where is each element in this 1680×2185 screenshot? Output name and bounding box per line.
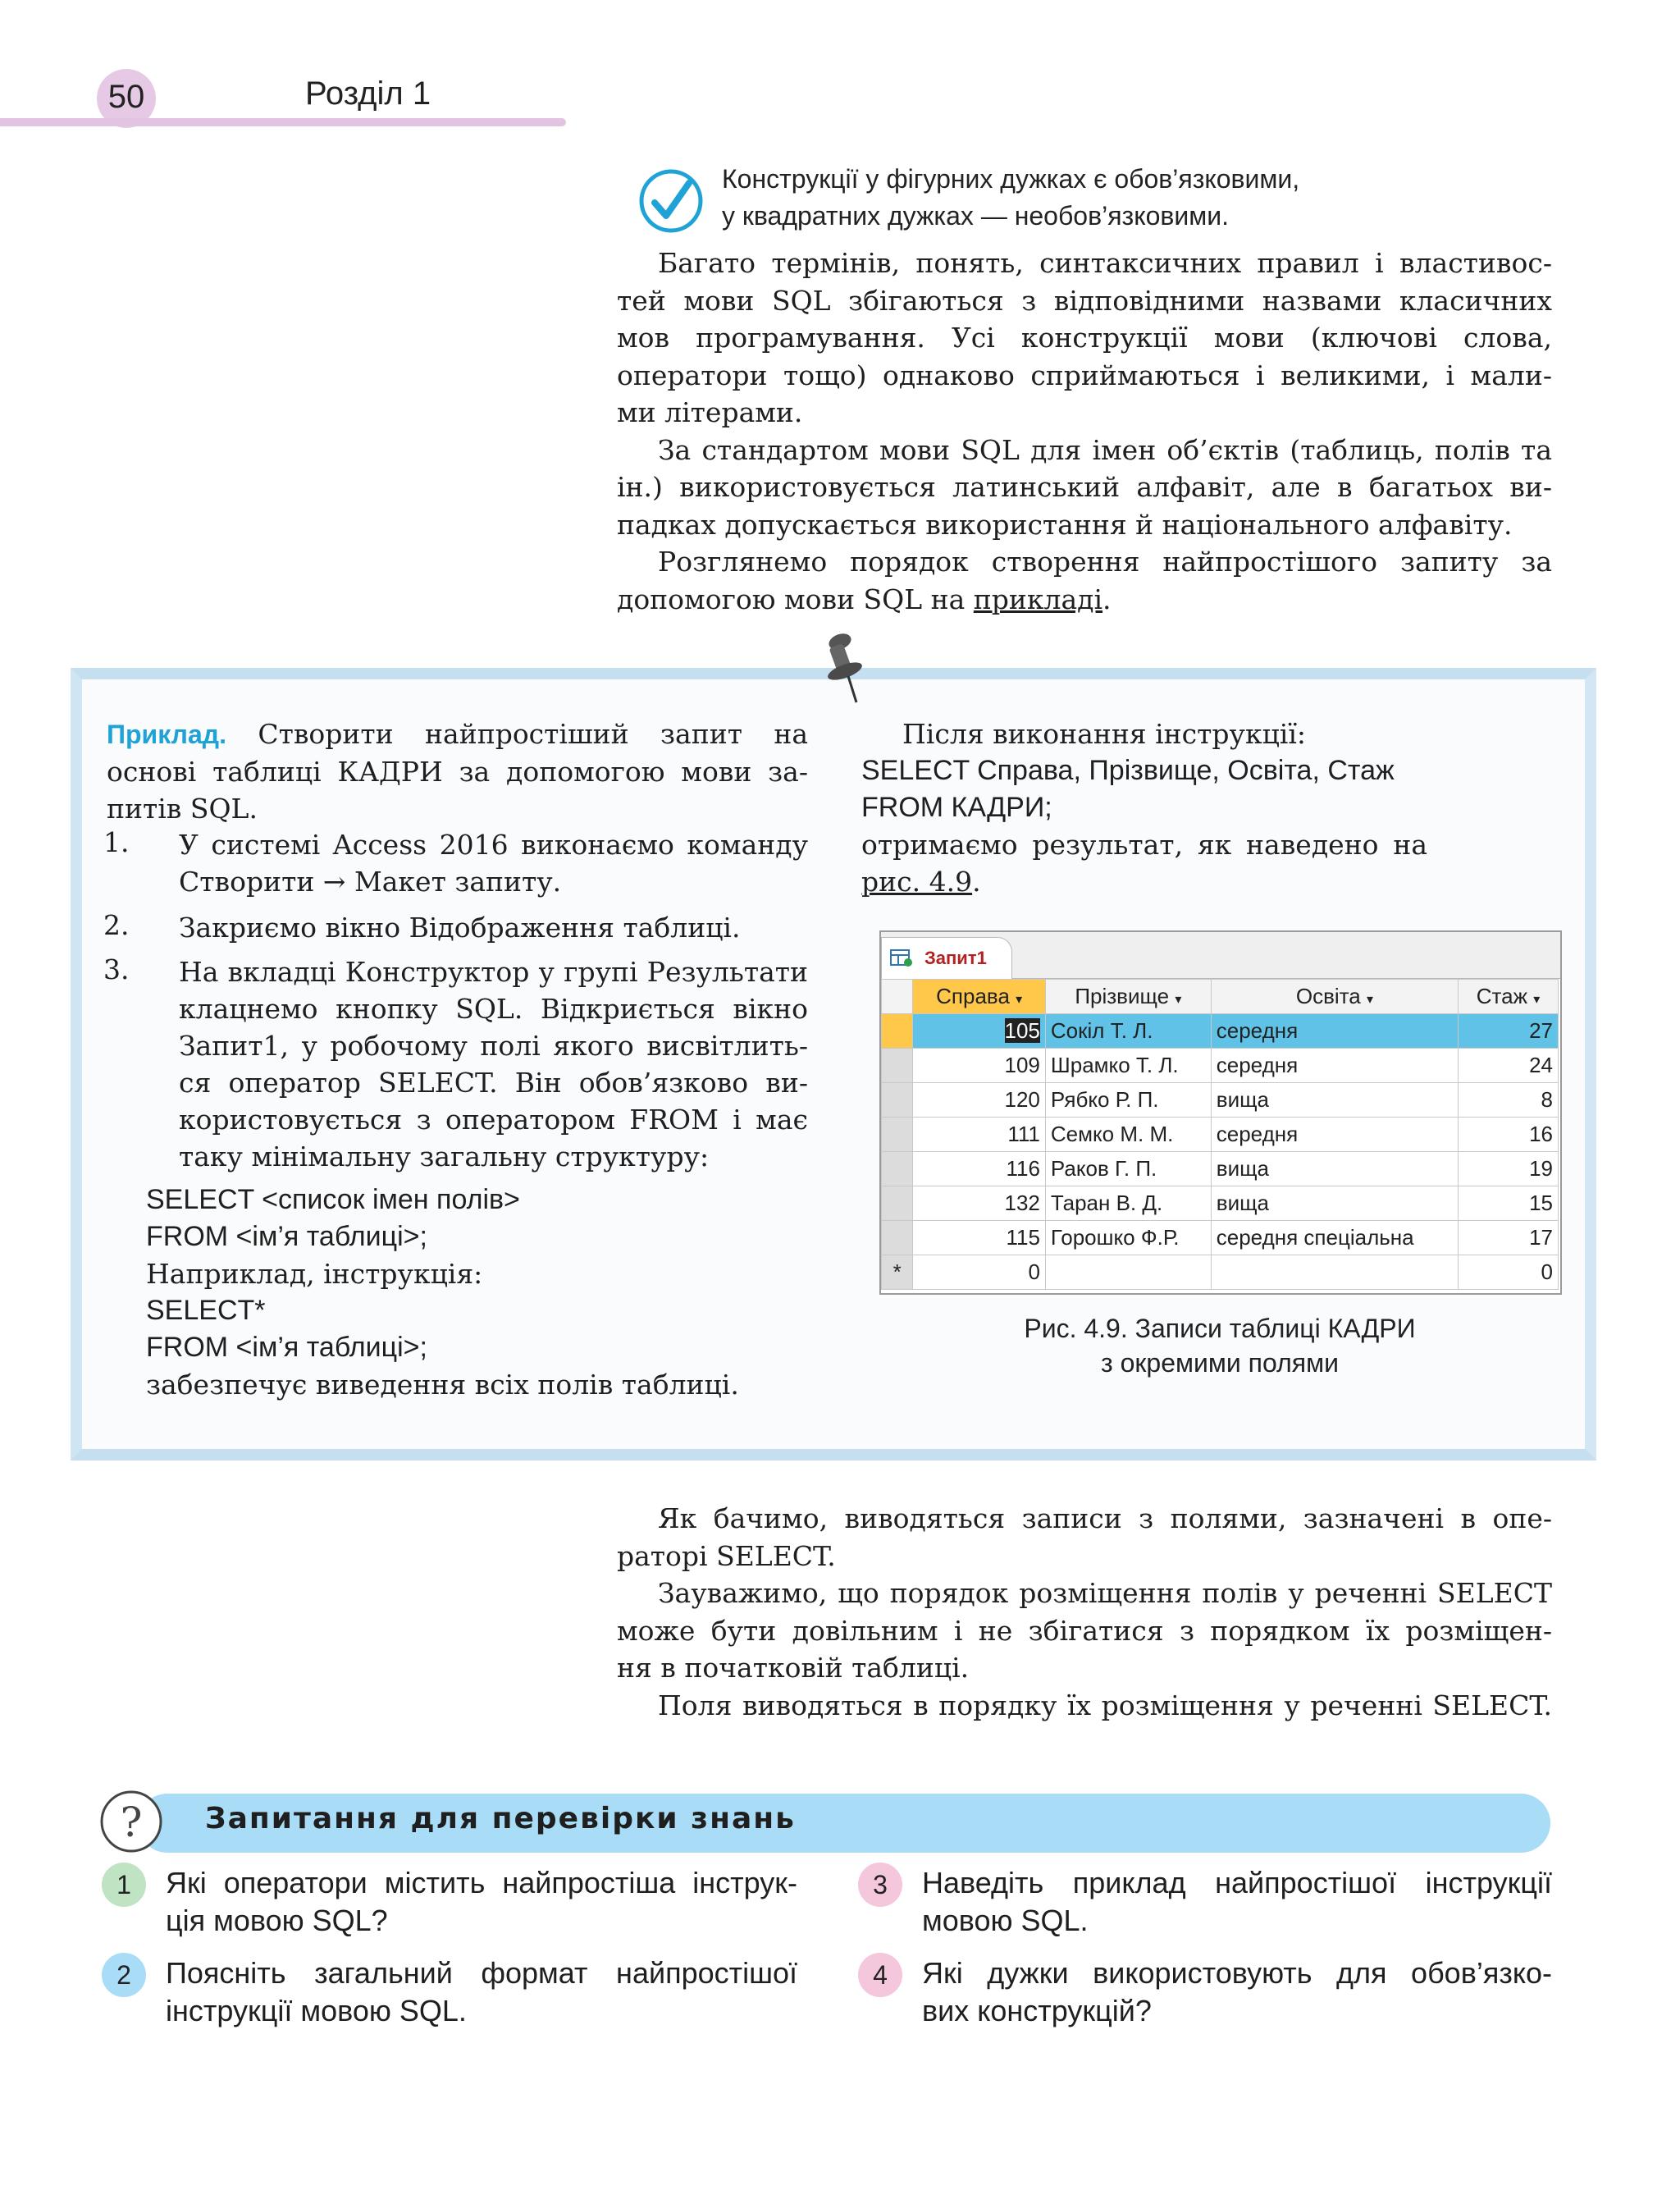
query-tab[interactable] bbox=[881, 937, 1012, 979]
example-left-column bbox=[107, 715, 808, 827]
cell-stazh[interactable]: 17 bbox=[1459, 1221, 1559, 1255]
cell-sprava[interactable]: 111 bbox=[913, 1118, 1045, 1152]
cell-edu[interactable]: вища bbox=[1211, 1083, 1458, 1118]
after-p1-l2: раторі SELECT. bbox=[617, 1539, 836, 1572]
step-3-l5: користовується з оператором FROM і має bbox=[179, 1104, 808, 1136]
intro-text bbox=[617, 245, 1552, 618]
questions-title: Запитання для перевірки знань bbox=[205, 1802, 796, 1835]
intro-p2-l3: падках допускається використання й національного алфавіту. bbox=[617, 508, 1513, 541]
question-4 bbox=[922, 1954, 1552, 2030]
row-selector[interactable] bbox=[882, 1014, 913, 1049]
cell-stazh[interactable]: 0 bbox=[1459, 1255, 1559, 1290]
intro-p1-l2: тей мови SQL збігаються з відповідними назвами класичних bbox=[617, 284, 1552, 317]
code-line-4: SELECT* bbox=[146, 1295, 266, 1326]
table-header-row bbox=[882, 980, 1559, 1014]
intro-p2-l2: ін.) використовується латинський алфавіт, але в багатьох ви- bbox=[617, 471, 1552, 503]
step-1-number: 1. bbox=[103, 826, 130, 858]
row-selector[interactable] bbox=[882, 1152, 913, 1186]
dropdown-arrow-icon[interactable]: ▾ bbox=[1016, 993, 1023, 1007]
right-line-2: SELECT Справа, Прізвище, Освіта, Стаж bbox=[861, 755, 1395, 786]
figure-caption bbox=[879, 1311, 1560, 1380]
after-p2-l3: ня в початковій таблиці. bbox=[617, 1652, 970, 1684]
row-selector[interactable] bbox=[882, 1186, 913, 1221]
cell-stazh[interactable]: 19 bbox=[1459, 1152, 1559, 1186]
code-line-1: SELECT <список імен полів> bbox=[146, 1184, 520, 1215]
cell-edu[interactable]: середня bbox=[1211, 1049, 1458, 1083]
note-line-2: у квадратних дужках — необов’язковими. bbox=[722, 201, 1229, 231]
example-line-3: питів SQL. bbox=[107, 793, 258, 825]
cell-edu[interactable]: середня bbox=[1211, 1118, 1458, 1152]
note-line-1: Конструкції у фігурних дужках є обов’язковими, bbox=[722, 164, 1300, 194]
question-4-number: 4 bbox=[858, 1953, 902, 1997]
step-3-number: 3. bbox=[103, 953, 130, 985]
cell-sprava[interactable]: 115 bbox=[913, 1221, 1045, 1255]
cell-name[interactable] bbox=[1045, 1255, 1211, 1290]
row-selector[interactable] bbox=[882, 1083, 913, 1118]
column-header-sprava[interactable] bbox=[913, 980, 1045, 1014]
question-1-l2: ція мовою SQL? bbox=[166, 1904, 388, 1937]
right-line-1: Після виконання інструкції: bbox=[902, 718, 1307, 750]
intro-p3-l1: Розглянемо порядок створення найпростішого запиту за bbox=[658, 546, 1552, 578]
step-3-l3: Запит1, у робочому полі якого висвітлить- bbox=[179, 1030, 808, 1062]
cell-sprava[interactable] bbox=[913, 1014, 1045, 1049]
column-label-name: Прізвище bbox=[1075, 984, 1170, 1008]
query-result-table bbox=[881, 979, 1559, 1290]
cell-name[interactable]: Семко М. М. bbox=[1045, 1118, 1211, 1152]
right-line-5-end: . bbox=[972, 866, 981, 898]
step-1-l2: Створити → Макет запиту. bbox=[179, 866, 562, 898]
cell-name[interactable]: Сокіл Т. Л. bbox=[1045, 1014, 1211, 1049]
question-4-l2: вих конструкцій? bbox=[922, 1994, 1152, 2027]
cell-stazh[interactable]: 8 bbox=[1459, 1083, 1559, 1118]
step-2-l1: Закриємо вікно Відображення таблиці. bbox=[179, 912, 741, 944]
row-selector-header[interactable] bbox=[882, 980, 913, 1014]
right-line-4: отримаємо результат, як наведено на bbox=[861, 829, 1427, 861]
row-selector[interactable] bbox=[882, 1221, 913, 1255]
intro-p3-l2-text: допомогою мови SQL на bbox=[617, 583, 974, 615]
table-row[interactable] bbox=[882, 1049, 1559, 1083]
query-tab-label: Запит1 bbox=[924, 948, 987, 968]
code-line-5: FROM <ім’я таблиці>; bbox=[146, 1332, 427, 1363]
row-selector[interactable] bbox=[882, 1118, 913, 1152]
intro-p1-l3: мов програмування. Усі конструкції мови (ключові слова, bbox=[617, 322, 1552, 354]
cell-name[interactable]: Раков Г. П. bbox=[1045, 1152, 1211, 1186]
question-2-l1: Поясніть загальний формат найпростішої bbox=[166, 1956, 797, 1990]
cell-stazh[interactable]: 24 bbox=[1459, 1049, 1559, 1083]
new-record-marker[interactable]: * bbox=[882, 1255, 913, 1290]
step-3 bbox=[179, 953, 808, 1175]
dropdown-arrow-icon[interactable]: ▾ bbox=[1366, 993, 1373, 1007]
table-row[interactable] bbox=[882, 1014, 1559, 1049]
question-2-number: 2 bbox=[102, 1953, 146, 1997]
figure-caption-l2: з окремими полями bbox=[1101, 1348, 1339, 1378]
cell-name[interactable]: Горошко Ф.Р. bbox=[1045, 1221, 1211, 1255]
cell-sprava[interactable]: 0 bbox=[913, 1255, 1045, 1290]
step-1-l1: У системі Access 2016 виконаємо команду bbox=[179, 829, 808, 861]
after-text bbox=[617, 1500, 1552, 1724]
step-1 bbox=[179, 826, 808, 900]
question-1-number: 1 bbox=[102, 1863, 146, 1907]
code-line-6: забезпечує виведення всіх полів таблиці. bbox=[146, 1369, 739, 1401]
query-icon bbox=[890, 949, 913, 967]
right-line-5 bbox=[861, 863, 1567, 900]
intro-p3-end: . bbox=[1102, 583, 1112, 615]
right-line-3: FROM КАДРИ; bbox=[861, 792, 1052, 823]
section-title: Розділ 1 bbox=[305, 75, 431, 112]
question-3-number: 3 bbox=[858, 1863, 902, 1907]
example-link[interactable]: прикладі bbox=[973, 583, 1103, 615]
question-1 bbox=[166, 1864, 797, 1940]
example-l1-text: Створити найпростіший запит на bbox=[226, 718, 808, 750]
step-3-l6: таку мінімальну загальну структуру: bbox=[179, 1140, 710, 1172]
column-label-edu: Освіта bbox=[1295, 984, 1361, 1008]
code-block bbox=[146, 1182, 819, 1403]
after-p1-l1: Як бачимо, виводяться записи з полями, зазначені в опе- bbox=[658, 1502, 1552, 1534]
cell-stazh[interactable]: 16 bbox=[1459, 1118, 1559, 1152]
question-1-l1: Які оператори містить найпростіша інструк- bbox=[166, 1866, 797, 1899]
query-result-window bbox=[879, 930, 1562, 1295]
code-line-2: FROM <ім’я таблиці>; bbox=[146, 1221, 427, 1252]
step-3-l2: клацнемо кнопку SQL. Відкриється вікно bbox=[179, 993, 808, 1025]
cell-edu[interactable]: середня спеціальна bbox=[1211, 1221, 1458, 1255]
cell-sprava[interactable]: 109 bbox=[913, 1049, 1045, 1083]
figure-caption-l1: Рис. 4.9. Записи таблиці КАДРИ bbox=[1024, 1314, 1416, 1343]
column-header-stazh[interactable] bbox=[1459, 980, 1559, 1014]
checkmark-icon bbox=[638, 168, 704, 234]
step-3-l4: ся оператор SELECT. Він обов’язково ви- bbox=[179, 1067, 808, 1099]
cell-name[interactable]: Рябко Р. П. bbox=[1045, 1083, 1211, 1118]
new-record-row[interactable] bbox=[882, 1255, 1559, 1290]
cell-edu[interactable]: середня bbox=[1211, 1014, 1458, 1049]
intro-p1-l4: оператори тощо) однаково сприймаються і великими, і мали- bbox=[617, 359, 1552, 391]
intro-p1-l1: Багато термінів, понять, синтаксичних правил і властивос- bbox=[658, 247, 1552, 279]
cell-sprava-value: 105 bbox=[1004, 1018, 1040, 1043]
after-p2-l2: може бути довільним і не збігатися з порядком їх розміщен- bbox=[617, 1614, 1552, 1647]
example-line-2: основі таблиці КАДРИ за допомогою мови за- bbox=[107, 756, 808, 788]
example-line-1 bbox=[107, 715, 808, 753]
step-3-l1: На вкладці Конструктор у групі Результати bbox=[179, 956, 808, 988]
question-2 bbox=[166, 1954, 797, 2030]
question-3-l2: мовою SQL. bbox=[922, 1904, 1089, 1937]
cell-edu[interactable]: вища bbox=[1211, 1186, 1458, 1221]
cell-name[interactable]: Шрамко Т. Л. bbox=[1045, 1049, 1211, 1083]
cell-sprava[interactable]: 132 bbox=[913, 1186, 1045, 1221]
cell-name[interactable]: Таран В. Д. bbox=[1045, 1186, 1211, 1221]
row-selector[interactable] bbox=[882, 1049, 913, 1083]
table-row[interactable] bbox=[882, 1152, 1559, 1186]
after-p3-l1: Поля виводяться в порядку їх розміщення у реченні SELECT. bbox=[658, 1689, 1552, 1721]
dropdown-arrow-icon[interactable]: ▾ bbox=[1175, 993, 1182, 1007]
table-row[interactable] bbox=[882, 1186, 1559, 1221]
intro-p1-l5: ми літерами. bbox=[617, 396, 803, 428]
intro-p2-l1: За стандартом мови SQL для імен об’єктів (таблиць, полів та bbox=[658, 433, 1552, 466]
example-right-column bbox=[861, 715, 1567, 900]
query-tab-bar bbox=[881, 932, 1560, 979]
step-2 bbox=[179, 909, 808, 946]
dropdown-arrow-icon[interactable]: ▾ bbox=[1533, 993, 1541, 1007]
question-icon bbox=[98, 1789, 164, 1854]
column-label-stazh: Стаж bbox=[1476, 984, 1528, 1008]
example-label: Приклад. bbox=[107, 720, 226, 749]
intro-p3-l2 bbox=[617, 581, 1552, 619]
svg-text:?: ? bbox=[120, 1799, 143, 1846]
question-3 bbox=[922, 1864, 1552, 1940]
column-header-edu[interactable] bbox=[1211, 980, 1458, 1014]
question-4-l1: Які дужки використовують для обов’язко- bbox=[922, 1956, 1552, 1990]
question-2-l2: інструкції мовою SQL. bbox=[166, 1994, 467, 2027]
column-label-sprava: Справа bbox=[936, 984, 1010, 1008]
figure-link[interactable]: рис. 4.9 bbox=[861, 866, 973, 898]
cell-sprava[interactable]: 120 bbox=[913, 1083, 1045, 1118]
table-row[interactable] bbox=[882, 1083, 1559, 1118]
cell-edu[interactable]: вища bbox=[1211, 1152, 1458, 1186]
after-p2-l1: Зауважимо, що порядок розміщення полів у реченні SELECT bbox=[658, 1577, 1552, 1609]
code-line-3: Наприклад, інструкція: bbox=[146, 1258, 483, 1290]
cell-stazh[interactable]: 15 bbox=[1459, 1186, 1559, 1221]
step-2-number: 2. bbox=[103, 909, 130, 941]
cell-edu[interactable] bbox=[1211, 1255, 1458, 1290]
table-row[interactable] bbox=[882, 1221, 1559, 1255]
cell-sprava[interactable]: 116 bbox=[913, 1152, 1045, 1186]
page-number: 50 bbox=[107, 79, 145, 115]
pushpin-icon bbox=[812, 630, 870, 706]
question-3-l1: Наведіть приклад найпростішої інструкції bbox=[922, 1866, 1552, 1899]
column-header-name[interactable] bbox=[1045, 980, 1211, 1014]
table-row[interactable] bbox=[882, 1118, 1559, 1152]
header-divider bbox=[0, 118, 566, 126]
cell-stazh[interactable]: 27 bbox=[1459, 1014, 1559, 1049]
